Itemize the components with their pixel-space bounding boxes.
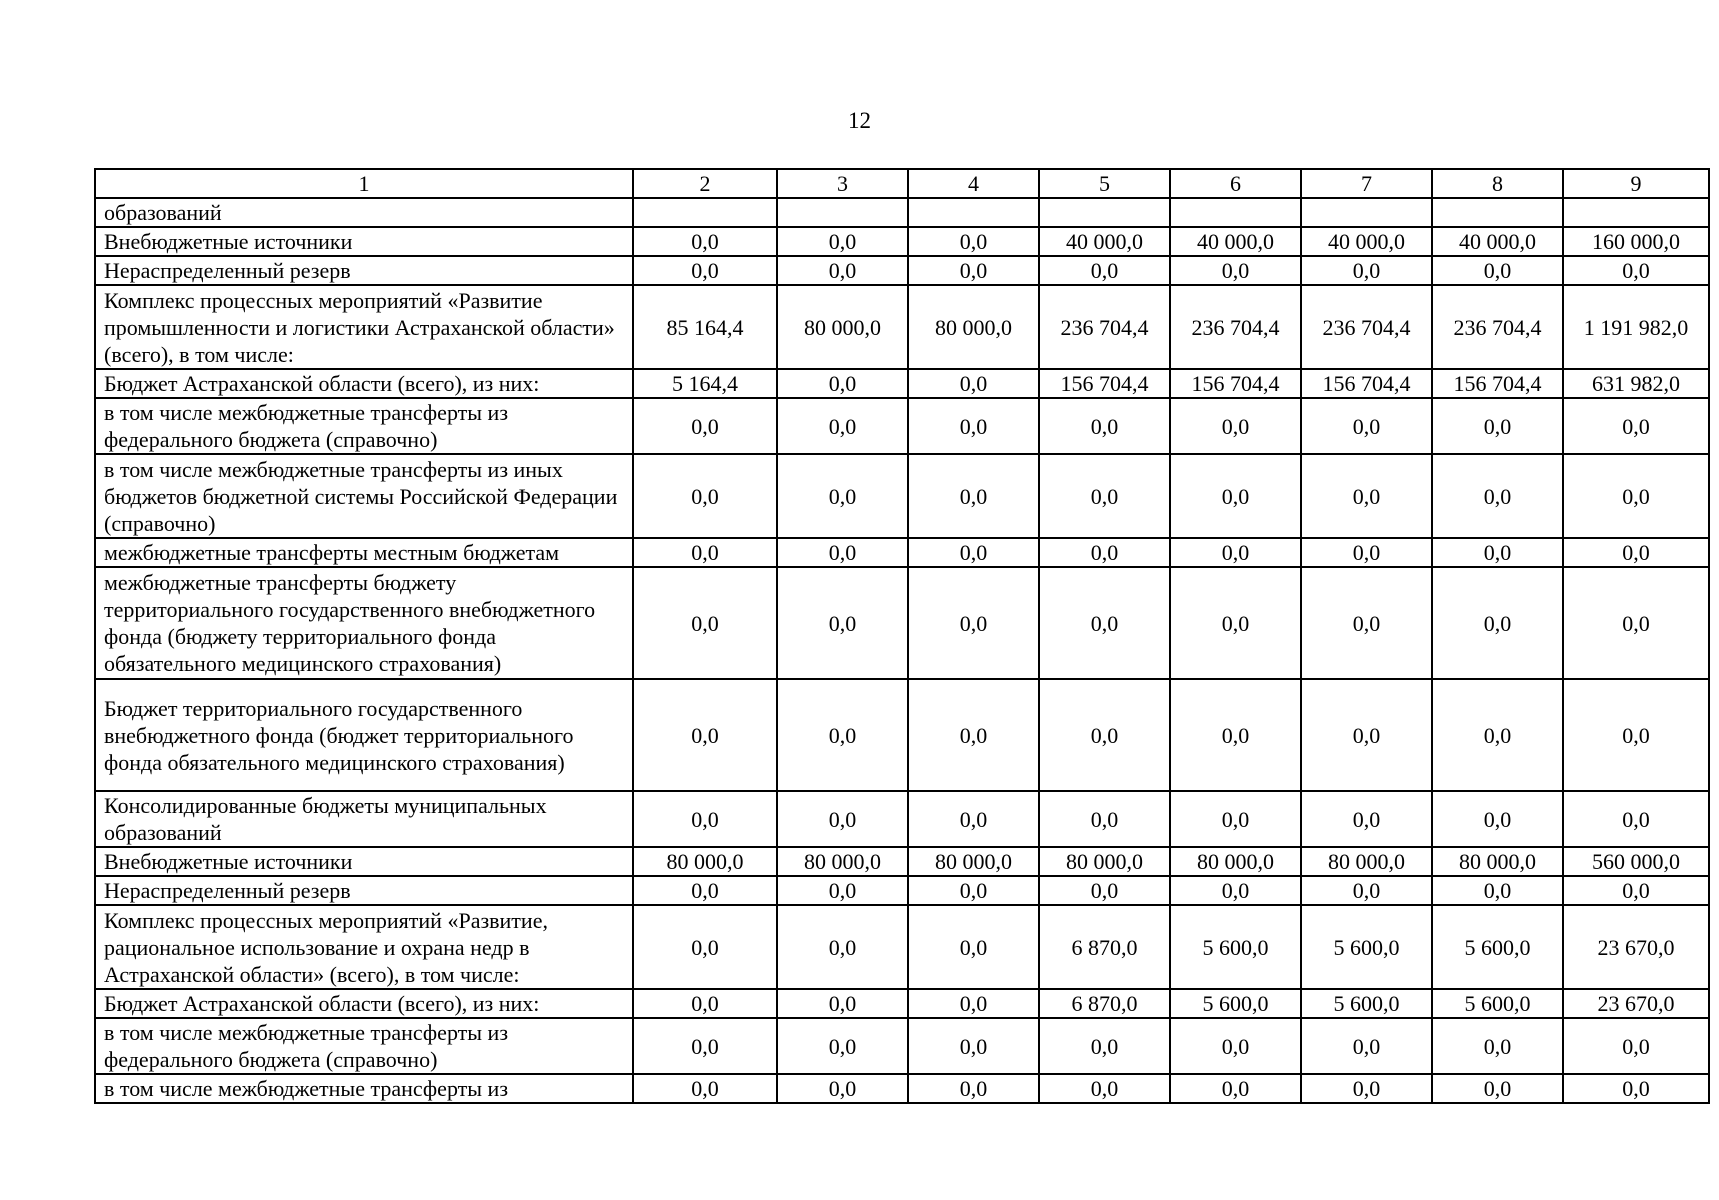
row-value-col-8: 5 600,0 xyxy=(1432,905,1563,989)
row-value-col-6: 80 000,0 xyxy=(1170,847,1301,876)
row-value-col-2: 0,0 xyxy=(633,876,777,905)
column-header: 8 xyxy=(1432,169,1563,198)
row-value-col-8: 0,0 xyxy=(1432,454,1563,538)
table-row xyxy=(95,905,1709,989)
column-header: 9 xyxy=(1563,169,1709,198)
row-label: Нераспределенный резерв xyxy=(95,876,633,905)
column-header: 3 xyxy=(777,169,908,198)
row-value-col-2: 0,0 xyxy=(633,989,777,1018)
row-value-col-3: 0,0 xyxy=(777,369,908,398)
column-header: 6 xyxy=(1170,169,1301,198)
budget-table xyxy=(94,168,1710,1104)
row-value-col-2: 0,0 xyxy=(633,538,777,567)
row-value-col-2: 5 164,4 xyxy=(633,369,777,398)
row-value-col-9: 23 670,0 xyxy=(1563,989,1709,1018)
table-row xyxy=(95,454,1709,538)
row-value-col-5: 0,0 xyxy=(1039,256,1170,285)
row-value-col-4: 0,0 xyxy=(908,369,1039,398)
row-value-col-7: 5 600,0 xyxy=(1301,905,1432,989)
row-value-col-2: 0,0 xyxy=(633,227,777,256)
row-label: Комплекс процессных мероприятий «Развитие промышленности и логистики Астраханской области» (всего), в том числе: xyxy=(95,285,633,369)
row-value-col-3: 0,0 xyxy=(777,679,908,791)
table-row xyxy=(95,847,1709,876)
row-value-col-8: 0,0 xyxy=(1432,398,1563,454)
row-value-col-6 xyxy=(1170,198,1301,227)
row-value-col-9: 631 982,0 xyxy=(1563,369,1709,398)
row-value-col-5: 0,0 xyxy=(1039,538,1170,567)
row-value-col-6: 0,0 xyxy=(1170,679,1301,791)
row-value-col-6: 0,0 xyxy=(1170,791,1301,847)
row-value-col-5: 0,0 xyxy=(1039,791,1170,847)
row-label: межбюджетные трансферты местным бюджетам xyxy=(95,538,633,567)
row-value-col-8: 0,0 xyxy=(1432,1018,1563,1074)
table-row xyxy=(95,876,1709,905)
row-value-col-8: 80 000,0 xyxy=(1432,847,1563,876)
row-value-col-8: 236 704,4 xyxy=(1432,285,1563,369)
table-row xyxy=(95,398,1709,454)
row-value-col-2: 80 000,0 xyxy=(633,847,777,876)
row-value-col-6: 0,0 xyxy=(1170,538,1301,567)
row-value-col-4: 0,0 xyxy=(908,398,1039,454)
table-row xyxy=(95,285,1709,369)
row-value-col-7: 0,0 xyxy=(1301,791,1432,847)
row-value-col-8: 0,0 xyxy=(1432,679,1563,791)
row-value-col-4: 80 000,0 xyxy=(908,285,1039,369)
table-row xyxy=(95,679,1709,791)
column-header: 5 xyxy=(1039,169,1170,198)
row-value-col-5: 236 704,4 xyxy=(1039,285,1170,369)
row-value-col-3: 0,0 xyxy=(777,567,908,679)
row-value-col-2: 0,0 xyxy=(633,1018,777,1074)
row-value-col-4: 0,0 xyxy=(908,989,1039,1018)
row-value-col-5: 0,0 xyxy=(1039,876,1170,905)
row-value-col-6: 0,0 xyxy=(1170,256,1301,285)
row-value-col-5: 6 870,0 xyxy=(1039,905,1170,989)
row-value-col-3: 0,0 xyxy=(777,876,908,905)
row-value-col-8: 0,0 xyxy=(1432,1074,1563,1103)
row-value-col-8: 0,0 xyxy=(1432,567,1563,679)
table-row xyxy=(95,369,1709,398)
row-value-col-9: 160 000,0 xyxy=(1563,227,1709,256)
row-value-col-8: 0,0 xyxy=(1432,791,1563,847)
row-value-col-4: 0,0 xyxy=(908,567,1039,679)
row-value-col-2 xyxy=(633,198,777,227)
row-value-col-4: 0,0 xyxy=(908,1074,1039,1103)
row-value-col-7: 0,0 xyxy=(1301,876,1432,905)
row-value-col-6: 0,0 xyxy=(1170,567,1301,679)
row-value-col-9: 23 670,0 xyxy=(1563,905,1709,989)
row-value-col-2: 0,0 xyxy=(633,454,777,538)
row-value-col-3: 0,0 xyxy=(777,454,908,538)
row-value-col-7: 0,0 xyxy=(1301,256,1432,285)
row-value-col-4: 0,0 xyxy=(908,791,1039,847)
row-value-col-8: 0,0 xyxy=(1432,538,1563,567)
row-value-col-4: 0,0 xyxy=(908,1018,1039,1074)
row-value-col-9: 0,0 xyxy=(1563,679,1709,791)
row-value-col-2: 0,0 xyxy=(633,791,777,847)
row-label: в том числе межбюджетные трансферты из федерального бюджета (справочно) xyxy=(95,1018,633,1074)
column-header: 2 xyxy=(633,169,777,198)
row-label: Бюджет Астраханской области (всего), из них: xyxy=(95,369,633,398)
row-value-col-2: 85 164,4 xyxy=(633,285,777,369)
row-value-col-9: 0,0 xyxy=(1563,538,1709,567)
row-value-col-6: 236 704,4 xyxy=(1170,285,1301,369)
row-value-col-6: 0,0 xyxy=(1170,454,1301,538)
table-row xyxy=(95,567,1709,679)
row-label: Нераспределенный резерв xyxy=(95,256,633,285)
row-value-col-6: 5 600,0 xyxy=(1170,989,1301,1018)
column-header: 1 xyxy=(95,169,633,198)
row-label: Консолидированные бюджеты муниципальных образований xyxy=(95,791,633,847)
row-value-col-5: 0,0 xyxy=(1039,679,1170,791)
row-value-col-7 xyxy=(1301,198,1432,227)
row-value-col-3: 0,0 xyxy=(777,989,908,1018)
table-row xyxy=(95,538,1709,567)
row-value-col-4: 0,0 xyxy=(908,256,1039,285)
row-value-col-6: 0,0 xyxy=(1170,398,1301,454)
row-value-col-2: 0,0 xyxy=(633,905,777,989)
row-value-col-5: 40 000,0 xyxy=(1039,227,1170,256)
row-value-col-7: 236 704,4 xyxy=(1301,285,1432,369)
row-value-col-9 xyxy=(1563,198,1709,227)
row-value-col-3: 0,0 xyxy=(777,1018,908,1074)
row-value-col-4: 80 000,0 xyxy=(908,847,1039,876)
row-value-col-6: 0,0 xyxy=(1170,1074,1301,1103)
row-value-col-2: 0,0 xyxy=(633,567,777,679)
row-value-col-2: 0,0 xyxy=(633,398,777,454)
row-value-col-4 xyxy=(908,198,1039,227)
row-value-col-6: 5 600,0 xyxy=(1170,905,1301,989)
row-value-col-9: 560 000,0 xyxy=(1563,847,1709,876)
row-value-col-4: 0,0 xyxy=(908,679,1039,791)
table-header-row xyxy=(95,169,1709,198)
row-value-col-7: 0,0 xyxy=(1301,454,1432,538)
row-value-col-3: 0,0 xyxy=(777,227,908,256)
row-value-col-5: 6 870,0 xyxy=(1039,989,1170,1018)
row-value-col-9: 0,0 xyxy=(1563,567,1709,679)
row-value-col-8: 0,0 xyxy=(1432,256,1563,285)
row-label: образований xyxy=(95,198,633,227)
column-header: 4 xyxy=(908,169,1039,198)
row-label: Бюджет Астраханской области (всего), из них: xyxy=(95,989,633,1018)
row-value-col-4: 0,0 xyxy=(908,538,1039,567)
row-value-col-5: 0,0 xyxy=(1039,567,1170,679)
row-value-col-7: 0,0 xyxy=(1301,567,1432,679)
row-value-col-9: 0,0 xyxy=(1563,1074,1709,1103)
table-row xyxy=(95,791,1709,847)
row-value-col-4: 0,0 xyxy=(908,454,1039,538)
row-value-col-3 xyxy=(777,198,908,227)
row-value-col-6: 0,0 xyxy=(1170,876,1301,905)
row-label: в том числе межбюджетные трансферты из xyxy=(95,1074,633,1103)
row-value-col-5: 0,0 xyxy=(1039,398,1170,454)
row-value-col-4: 0,0 xyxy=(908,905,1039,989)
row-value-col-9: 0,0 xyxy=(1563,454,1709,538)
row-label: Внебюджетные источники xyxy=(95,227,633,256)
row-value-col-5: 0,0 xyxy=(1039,1074,1170,1103)
table-row xyxy=(95,1018,1709,1074)
row-value-col-4: 0,0 xyxy=(908,227,1039,256)
row-value-col-8: 40 000,0 xyxy=(1432,227,1563,256)
row-label: в том числе межбюджетные трансферты из федерального бюджета (справочно) xyxy=(95,398,633,454)
row-value-col-3: 0,0 xyxy=(777,1074,908,1103)
row-value-col-7: 40 000,0 xyxy=(1301,227,1432,256)
table-row xyxy=(95,1074,1709,1103)
row-value-col-7: 5 600,0 xyxy=(1301,989,1432,1018)
row-value-col-9: 0,0 xyxy=(1563,876,1709,905)
row-value-col-9: 0,0 xyxy=(1563,1018,1709,1074)
row-value-col-7: 0,0 xyxy=(1301,1074,1432,1103)
table-row xyxy=(95,256,1709,285)
table-row xyxy=(95,227,1709,256)
page-number: 12 xyxy=(848,108,871,133)
row-value-col-5 xyxy=(1039,198,1170,227)
row-value-col-2: 0,0 xyxy=(633,679,777,791)
row-value-col-3: 0,0 xyxy=(777,538,908,567)
row-value-col-9: 0,0 xyxy=(1563,398,1709,454)
row-value-col-3: 0,0 xyxy=(777,791,908,847)
column-header: 7 xyxy=(1301,169,1432,198)
row-value-col-9: 0,0 xyxy=(1563,791,1709,847)
row-value-col-7: 156 704,4 xyxy=(1301,369,1432,398)
table-row xyxy=(95,989,1709,1018)
row-value-col-3: 0,0 xyxy=(777,905,908,989)
row-value-col-8: 156 704,4 xyxy=(1432,369,1563,398)
row-value-col-8: 5 600,0 xyxy=(1432,989,1563,1018)
row-value-col-7: 0,0 xyxy=(1301,1018,1432,1074)
row-value-col-7: 80 000,0 xyxy=(1301,847,1432,876)
row-value-col-2: 0,0 xyxy=(633,1074,777,1103)
row-value-col-5: 0,0 xyxy=(1039,454,1170,538)
row-value-col-5: 0,0 xyxy=(1039,1018,1170,1074)
row-value-col-8 xyxy=(1432,198,1563,227)
row-value-col-6: 0,0 xyxy=(1170,1018,1301,1074)
row-value-col-4: 0,0 xyxy=(908,876,1039,905)
row-value-col-8: 0,0 xyxy=(1432,876,1563,905)
row-value-col-3: 0,0 xyxy=(777,398,908,454)
row-value-col-7: 0,0 xyxy=(1301,679,1432,791)
row-label: Внебюджетные источники xyxy=(95,847,633,876)
row-value-col-6: 156 704,4 xyxy=(1170,369,1301,398)
row-label: межбюджетные трансферты бюджету территориального государственного внебюджетного фонда (бюджету территориального фонда обязательного медицинского страхования) xyxy=(95,567,633,679)
row-value-col-3: 80 000,0 xyxy=(777,285,908,369)
row-value-col-6: 40 000,0 xyxy=(1170,227,1301,256)
row-label: Бюджет территориального государственного внебюджетного фонда (бюджет территориального фонда обязательного медицинского страхования) xyxy=(95,679,633,791)
row-value-col-2: 0,0 xyxy=(633,256,777,285)
row-label: Комплекс процессных мероприятий «Развитие, рациональное использование и охрана недр в Астраханской области» (всего), в том числе: xyxy=(95,905,633,989)
row-value-col-9: 1 191 982,0 xyxy=(1563,285,1709,369)
table-row xyxy=(95,198,1709,227)
row-value-col-9: 0,0 xyxy=(1563,256,1709,285)
row-label: в том числе межбюджетные трансферты из иных бюджетов бюджетной системы Российской Федерации (справочно) xyxy=(95,454,633,538)
row-value-col-3: 80 000,0 xyxy=(777,847,908,876)
row-value-col-3: 0,0 xyxy=(777,256,908,285)
row-value-col-5: 156 704,4 xyxy=(1039,369,1170,398)
row-value-col-7: 0,0 xyxy=(1301,538,1432,567)
row-value-col-5: 80 000,0 xyxy=(1039,847,1170,876)
row-value-col-7: 0,0 xyxy=(1301,398,1432,454)
